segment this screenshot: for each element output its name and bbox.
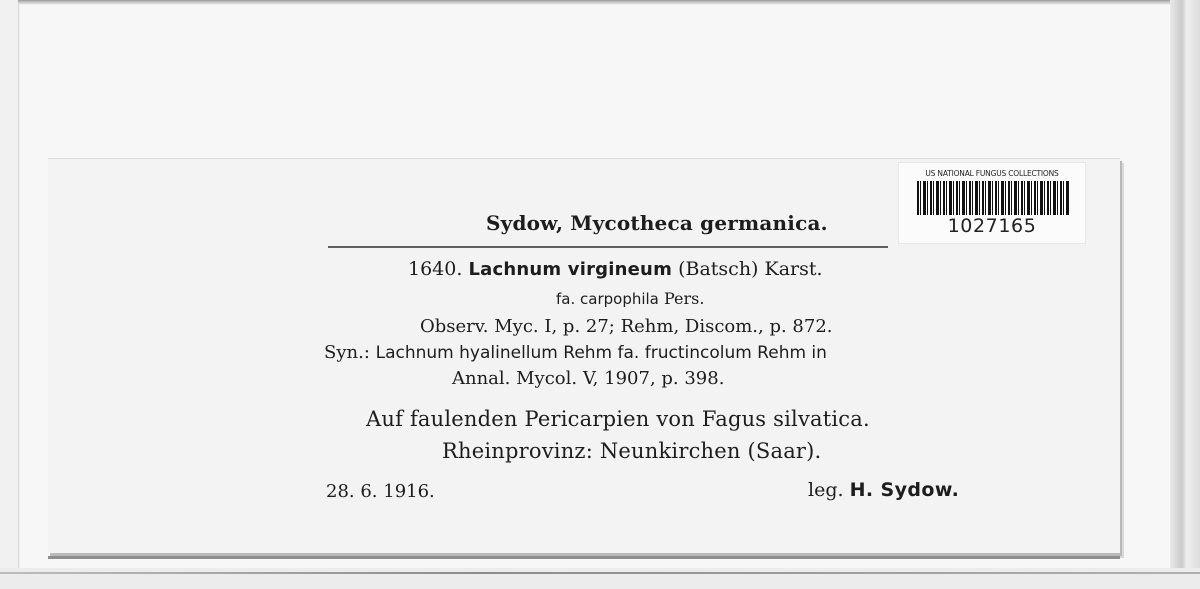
forma-name: fa. carpophila (556, 290, 659, 308)
species-authority: (Batsch) Karst. (678, 258, 823, 280)
exsiccata-number: 1640. (408, 258, 463, 280)
barcode-institution: US NATIONAL FUNGUS COLLECTIONS (925, 169, 1059, 178)
substrate: Auf faulenden Pericarpien von Fagus silvatica. (366, 407, 870, 431)
barcode-bars (917, 181, 1069, 215)
synonym-continued: Annal. Mycol. V, 1907, p. 398. (452, 368, 725, 389)
synonym-line (324, 342, 827, 363)
barcode-label (898, 162, 1086, 244)
locality: Rheinprovinz: Neunkirchen (Saar). (442, 439, 822, 463)
title-divider (328, 246, 888, 248)
forma-author: Pers. (663, 289, 705, 308)
species-name: Lachnum virgineum (468, 259, 673, 280)
synonym-prefix: Syn.: (324, 342, 370, 363)
collector-name: H. Sydow. (849, 479, 960, 501)
collection-title: Sydow, Mycotheca germanica. (486, 211, 828, 235)
sheet-right-edge (1170, 0, 1200, 589)
barcode-number: 1027165 (947, 215, 1037, 237)
literature-reference: Observ. Myc. I, p. 27; Rehm, Discom., p. 872. (420, 316, 833, 337)
synonym-name: Lachnum hyalinellum Rehm fa. fructincolum Rehm in (375, 343, 827, 363)
collector-prefix: leg. (808, 479, 844, 501)
collector-line (808, 479, 959, 501)
bottom-edge-line (0, 572, 1200, 574)
forma-line (556, 289, 704, 308)
sheet-bottom-edge (0, 568, 1200, 589)
collection-date: 28. 6. 1916. (326, 481, 435, 502)
species-line (408, 258, 823, 280)
